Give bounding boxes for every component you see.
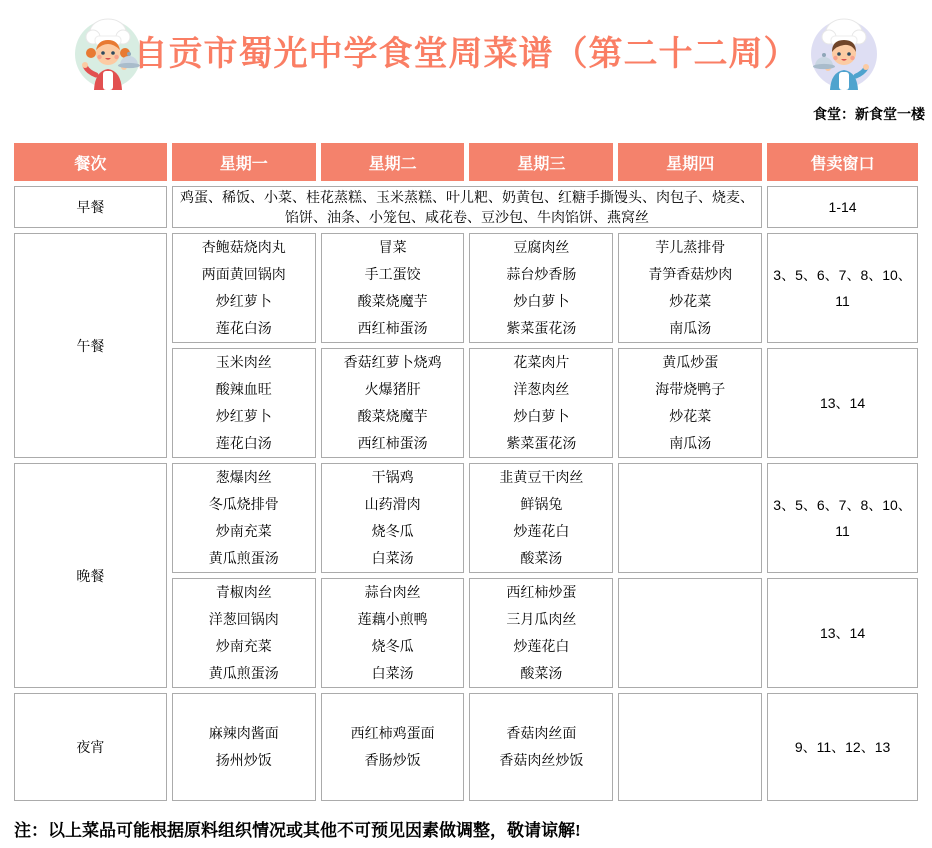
page-header [0, 0, 932, 138]
dish-item: 莲藕小煎鸭 [357, 611, 428, 627]
dish-item: 白菜汤 [371, 665, 414, 681]
dish-item: 黄瓜煎蛋汤 [208, 665, 279, 681]
breakfast-items-cell: 鸡蛋、稀饭、小菜、桂花蒸糕、玉米蒸糕、叶儿粑、奶黄包、红糖手撕馒头、肉包子、烧麦、馅饼、油条、小笼包、咸花卷、豆沙包、牛肉馅饼、燕窝丝 [172, 186, 762, 228]
dish-item: 冒菜 [378, 239, 407, 255]
menu-table [9, 138, 923, 806]
menu-cell [469, 693, 613, 801]
window-cell: 1-14 [767, 186, 918, 228]
menu-cell [172, 578, 316, 688]
dish-item: 南瓜汤 [669, 435, 712, 451]
dish-item: 洋葱肉丝 [513, 381, 570, 397]
dish-item: 炒花菜 [669, 408, 712, 424]
meal-label-breakfast: 早餐 [14, 186, 167, 228]
dish-item: 香肠炒饭 [364, 752, 421, 768]
menu-cell [469, 348, 613, 458]
dish-item: 鲜锅兔 [520, 496, 563, 512]
menu-cell [469, 463, 613, 573]
dish-item: 酸辣血旺 [215, 381, 272, 397]
dish-item: 炒花菜 [669, 293, 712, 309]
dish-item: 紫菜蛋花汤 [506, 435, 577, 451]
dish-item: 洋葱回锅肉 [208, 611, 279, 627]
dish-item: 香菇红萝卜烧鸡 [343, 354, 442, 370]
col-header-thursday: 星期四 [618, 143, 762, 181]
dish-item: 干锅鸡 [371, 469, 414, 485]
dish-item: 蒜台肉丝 [364, 584, 421, 600]
dish-item: 西红柿蛋汤 [357, 320, 428, 336]
dish-item: 烧冬瓜 [371, 638, 414, 654]
chef-boy-icon [808, 12, 880, 90]
menu-cell [321, 578, 465, 688]
dish-item: 莲花白汤 [215, 320, 272, 336]
dish-item: 紫菜蛋花汤 [506, 320, 577, 336]
menu-cell [618, 578, 762, 688]
dish-item: 手工蛋饺 [364, 266, 421, 282]
dish-item: 豆腐肉丝 [513, 239, 570, 255]
dish-item: 炒白萝卜 [513, 293, 570, 309]
col-header-wednesday: 星期三 [469, 143, 613, 181]
meal-label-lunch: 午餐 [14, 233, 167, 458]
dish-item: 两面黄回锅肉 [201, 266, 286, 282]
dish-item: 山药滑肉 [364, 496, 421, 512]
dish-item: 青椒肉丝 [215, 584, 272, 600]
window-cell: 3、5、6、7、8、10、11 [767, 233, 918, 343]
dish-item: 杏鲍菇烧肉丸 [201, 239, 286, 255]
table-row-breakfast [14, 186, 918, 228]
col-header-tuesday: 星期二 [321, 143, 465, 181]
dish-item: 西红柿蛋汤 [357, 435, 428, 451]
window-cell: 3、5、6、7、8、10、11 [767, 463, 918, 573]
dish-item: 酸菜烧魔芋 [357, 408, 428, 424]
menu-cell [321, 348, 465, 458]
dish-item: 西红柿炒蛋 [506, 584, 577, 600]
dish-item: 酸菜汤 [520, 665, 563, 681]
dish-item: 炒莲花白 [513, 523, 570, 539]
dish-item: 麻辣肉酱面 [208, 725, 279, 741]
window-cell: 13、14 [767, 348, 918, 458]
menu-cell [172, 348, 316, 458]
window-cell: 9、11、12、13 [767, 693, 918, 801]
menu-cell [172, 233, 316, 343]
menu-cell [618, 348, 762, 458]
dish-item: 西红柿鸡蛋面 [350, 725, 435, 741]
window-cell: 13、14 [767, 578, 918, 688]
dish-item: 三月瓜肉丝 [506, 611, 577, 627]
dish-item: 韭黄豆干肉丝 [499, 469, 584, 485]
dish-item: 炒红萝卜 [215, 408, 272, 424]
dish-item: 冬瓜烧排骨 [208, 496, 279, 512]
dish-item: 黄瓜炒蛋 [662, 354, 719, 370]
dish-item: 酸菜烧魔芋 [357, 293, 428, 309]
dish-item: 炒南充菜 [215, 523, 272, 539]
table-row-supper [14, 693, 918, 801]
dish-item: 酸菜汤 [520, 550, 563, 566]
dish-item: 芋儿蒸排骨 [655, 239, 726, 255]
dish-item: 玉米肉丝 [215, 354, 272, 370]
dish-item: 烧冬瓜 [371, 523, 414, 539]
dish-item: 莲花白汤 [215, 435, 272, 451]
dish-item: 黄瓜煎蛋汤 [208, 550, 279, 566]
dish-item: 蒜台炒香肠 [506, 266, 577, 282]
dish-item: 香菇肉丝面 [506, 725, 577, 741]
page-title: 自贡市蜀光中学食堂周菜谱（第二十二周） [133, 35, 799, 73]
dish-item: 南瓜汤 [669, 320, 712, 336]
col-header-monday: 星期一 [172, 143, 316, 181]
menu-cell [321, 463, 465, 573]
table-row-dinner-1 [14, 463, 918, 573]
dish-item: 火爆猪肝 [364, 381, 421, 397]
dish-item: 葱爆肉丝 [215, 469, 272, 485]
menu-cell [321, 693, 465, 801]
menu-cell [618, 463, 762, 573]
menu-cell [469, 578, 613, 688]
menu-cell [172, 693, 316, 801]
dish-item: 青笋香菇炒肉 [648, 266, 733, 282]
menu-cell [618, 693, 762, 801]
meal-label-supper: 夜宵 [14, 693, 167, 801]
dish-item: 炒红萝卜 [215, 293, 272, 309]
dish-item: 炒白萝卜 [513, 408, 570, 424]
menu-cell [321, 233, 465, 343]
canteen-label: 食堂：新食堂一楼 [813, 106, 925, 122]
menu-cell [469, 233, 613, 343]
menu-cell [618, 233, 762, 343]
col-header-mealtime: 餐次 [14, 143, 167, 181]
footnote: 注：以上菜品可能根据原料组织情况或其他不可预见因素做调整，敬请谅解! [14, 821, 581, 840]
dish-item: 白菜汤 [371, 550, 414, 566]
meal-label-dinner: 晚餐 [14, 463, 167, 688]
dish-item: 海带烧鸭子 [655, 381, 726, 397]
dish-item: 炒莲花白 [513, 638, 570, 654]
col-header-window: 售卖窗口 [767, 143, 918, 181]
dish-item: 扬州炒饭 [215, 752, 272, 768]
menu-cell [172, 463, 316, 573]
dish-item: 花菜肉片 [513, 354, 570, 370]
dish-item: 香菇肉丝炒饭 [499, 752, 584, 768]
table-row-lunch-1 [14, 233, 918, 343]
header-row [14, 143, 918, 181]
dish-item: 炒南充菜 [215, 638, 272, 654]
